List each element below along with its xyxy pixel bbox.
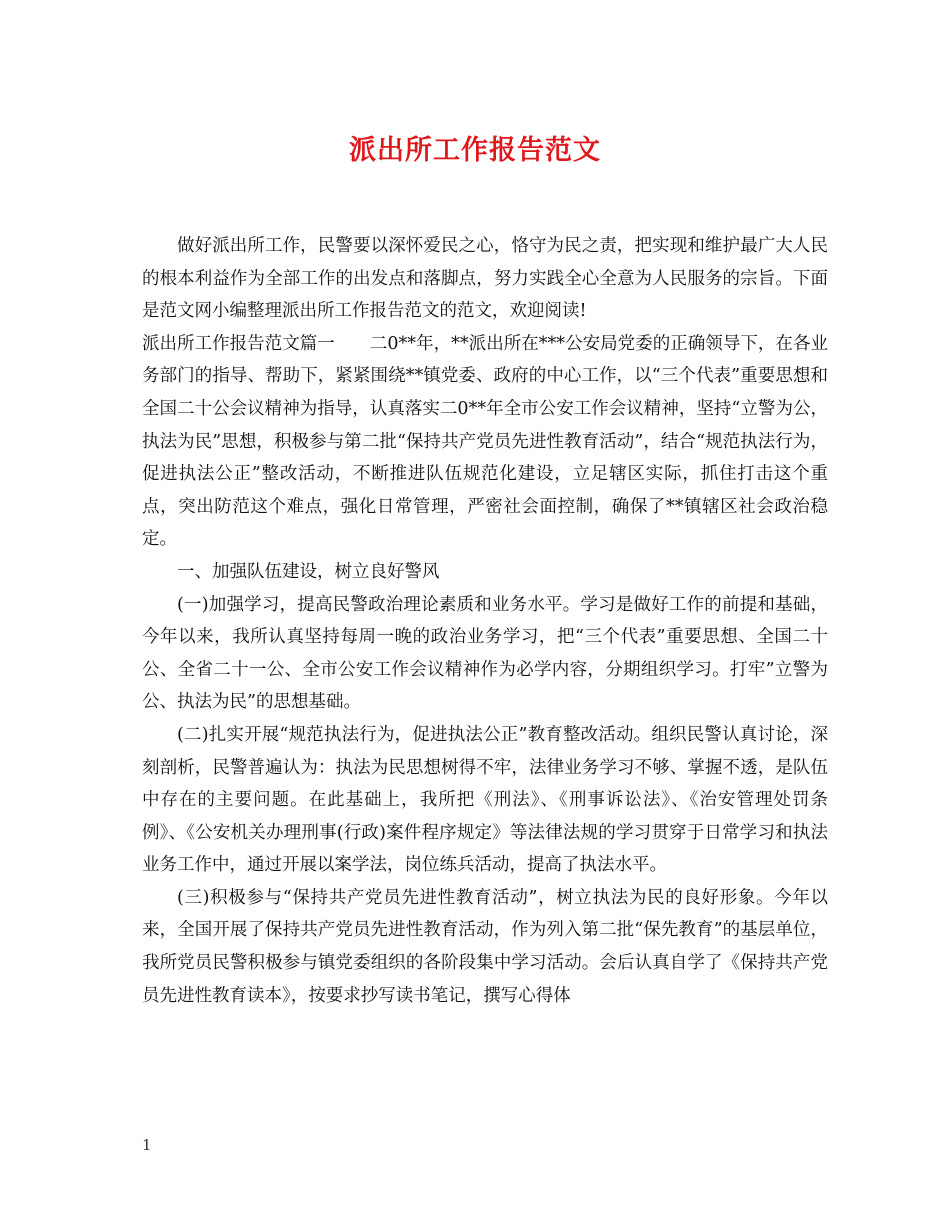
item-three-paragraph: (三)积极参与“保持共产党员先进性教育活动”，树立执法为民的良好形象。今年以来，全国开展了保持共产党员先进性教育活动，作为列入第二批“保先教育”的基层单位，我所党员民警积极参与镇党委组织的各阶段集中学习活动。会后认真自学了《保持共产党员先进性教育读本》，按要求抄写读书笔记，撰写心得体	[142, 887, 828, 1006]
item-two-paragraph: (二)扎实开展“规范执法行为，促进执法公正”教育整改活动。组织民警认真讨论，深刻剖析，民警普遍认为：执法为民思想树得不牢，法律业务学习不够、掌握不透，是队伍中存在的主要问题。在此基础上，我所把《刑法》、《刑事诉讼法》、《治安管理处罚条例》、《公安机关办理刑事(行政)案件程序规定》等法律法规的学习贯穿于日常学习和执法业务工作中，通过开展以案学法，岗位练兵活动，提高了执法水平。	[142, 724, 828, 876]
section-one-paragraph: 派出所工作报告范文篇一 二0**年，**派出所在***公安局党委的正确领导下，在各业务部门的指导、帮助下，紧紧围绕**镇党委、政府的中心工作，以“三个代表”重要思想和全国二十公会议精神为指导，认真落实二0**年全市公安工作会议精神，坚持“立警为公，执法为民”思想，积极参与第二批“保持共产党员先进性教育活动”，结合“规范执法行为，促进执法公正”整改活动，不断推进队伍规范化建设，立足辖区实际，抓住打击这个重点，突出防范这个难点，强化日常管理，严密社会面控制，确保了**镇辖区社会政治稳定。	[142, 333, 828, 550]
intro-paragraph: 做好派出所工作，民警要以深怀爱民之心，恪守为民之责，把实现和维护最广大人民的根本利益作为全部工作的出发点和落脚点，努力实践全心全意为人民服务的宗旨。下面是范文网小编整理派出所工作报告范文的范文，欢迎阅读!	[142, 236, 828, 322]
document-body	[142, 230, 828, 1012]
item-one-paragraph: (一)加强学习，提高民警政治理论素质和业务水平。学习是做好工作的前提和基础，今年以来，我所认真坚持每周一晚的政治业务学习，把“三个代表”重要思想、全国二十公、全省二十一公、全市公安工作会议精神作为必学内容，分期组织学习。打牢”立警为公、执法为民”的思想基础。	[142, 594, 828, 713]
page-title: 派出所工作报告范文	[349, 135, 601, 166]
section-heading: 一、加强队伍建设，树立良好警风	[177, 561, 440, 582]
page-number: 1	[142, 1136, 152, 1154]
